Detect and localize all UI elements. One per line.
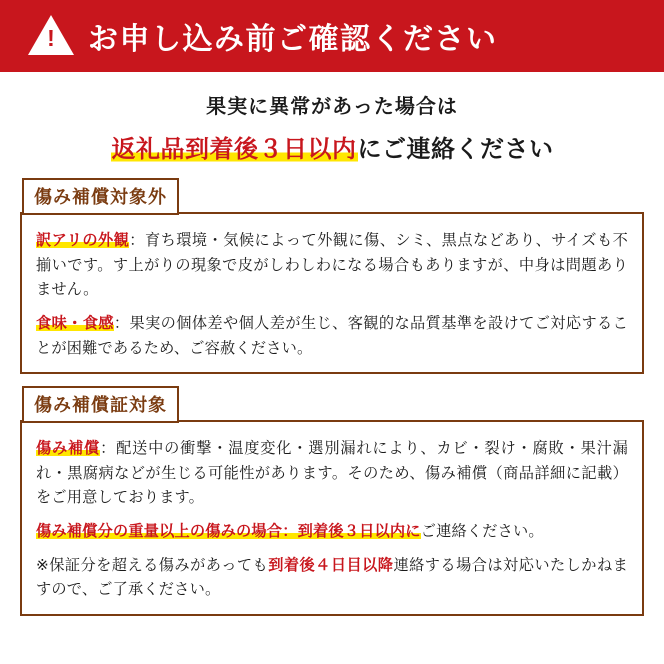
paragraph-text: ご連絡ください。 — [420, 522, 544, 540]
paragraph-label: 傷み補償分の重量以上の傷みの場合：到着後３日以内に — [36, 522, 421, 540]
lead-highlight: 返礼品到着後３日以内 — [111, 135, 357, 163]
warning-triangle-icon — [28, 15, 74, 57]
paragraph-text: 配送中の衝撃・温度変化・選別漏れにより、カビ・裂け・腐敗・果汁漏れ・黒腐病などが生じる可能性があります。そのため、傷み補償（商品詳細に記載）をご用意しております。 — [36, 439, 629, 507]
paragraph-label: 訳アリの外観 — [36, 231, 130, 249]
paragraph-label: 傷み補償 — [36, 439, 101, 458]
paragraph-text: 果実の個体差や個人差が生じ、客観的な品質基準を設けてご対応することが困難であるため、ご容赦ください。 — [36, 313, 629, 357]
page-title: お申し込み前ご確認ください — [88, 22, 498, 57]
paragraph — [36, 228, 628, 302]
paragraph-note-emphasis: 到着後４日目以降 — [268, 555, 394, 574]
lead-line-1: 果実に異常があった場合は — [206, 94, 458, 118]
paragraph-note-pre: ※保証分を超える傷みがあっても — [36, 555, 269, 574]
section-non-covered — [20, 178, 644, 374]
paragraph-label: 食味・食感 — [36, 313, 114, 332]
paragraph — [36, 553, 628, 602]
paragraph — [36, 311, 628, 360]
exclamation-mark: ! — [47, 25, 55, 51]
page-header — [0, 0, 664, 72]
lead-block — [0, 72, 664, 164]
section-heading: 傷み補償対象外 — [22, 178, 179, 215]
section-heading: 傷み補償証対象 — [22, 386, 179, 423]
paragraph-colon: ： — [113, 313, 130, 332]
paragraph — [36, 436, 628, 510]
paragraph-colon: ： — [100, 439, 117, 458]
section-body — [20, 212, 644, 374]
lead-line-2 — [0, 129, 664, 164]
paragraph-note-post: 連絡する場合は対応いたしかねますので、ご了承ください。 — [36, 555, 629, 599]
section-body — [20, 420, 644, 616]
paragraph-colon: ： — [129, 231, 145, 249]
paragraph-text: 育ち環境・気候によって外観に傷、シミ、黒点などあり、サイズも不揃いです。す上がりの現象で皮がしわしわになる場合もありますが、中身は問題ありません。 — [36, 231, 628, 299]
section-covered — [20, 386, 644, 616]
paragraph — [36, 519, 628, 544]
lead-line-2-rest: にご連絡ください — [357, 135, 554, 163]
